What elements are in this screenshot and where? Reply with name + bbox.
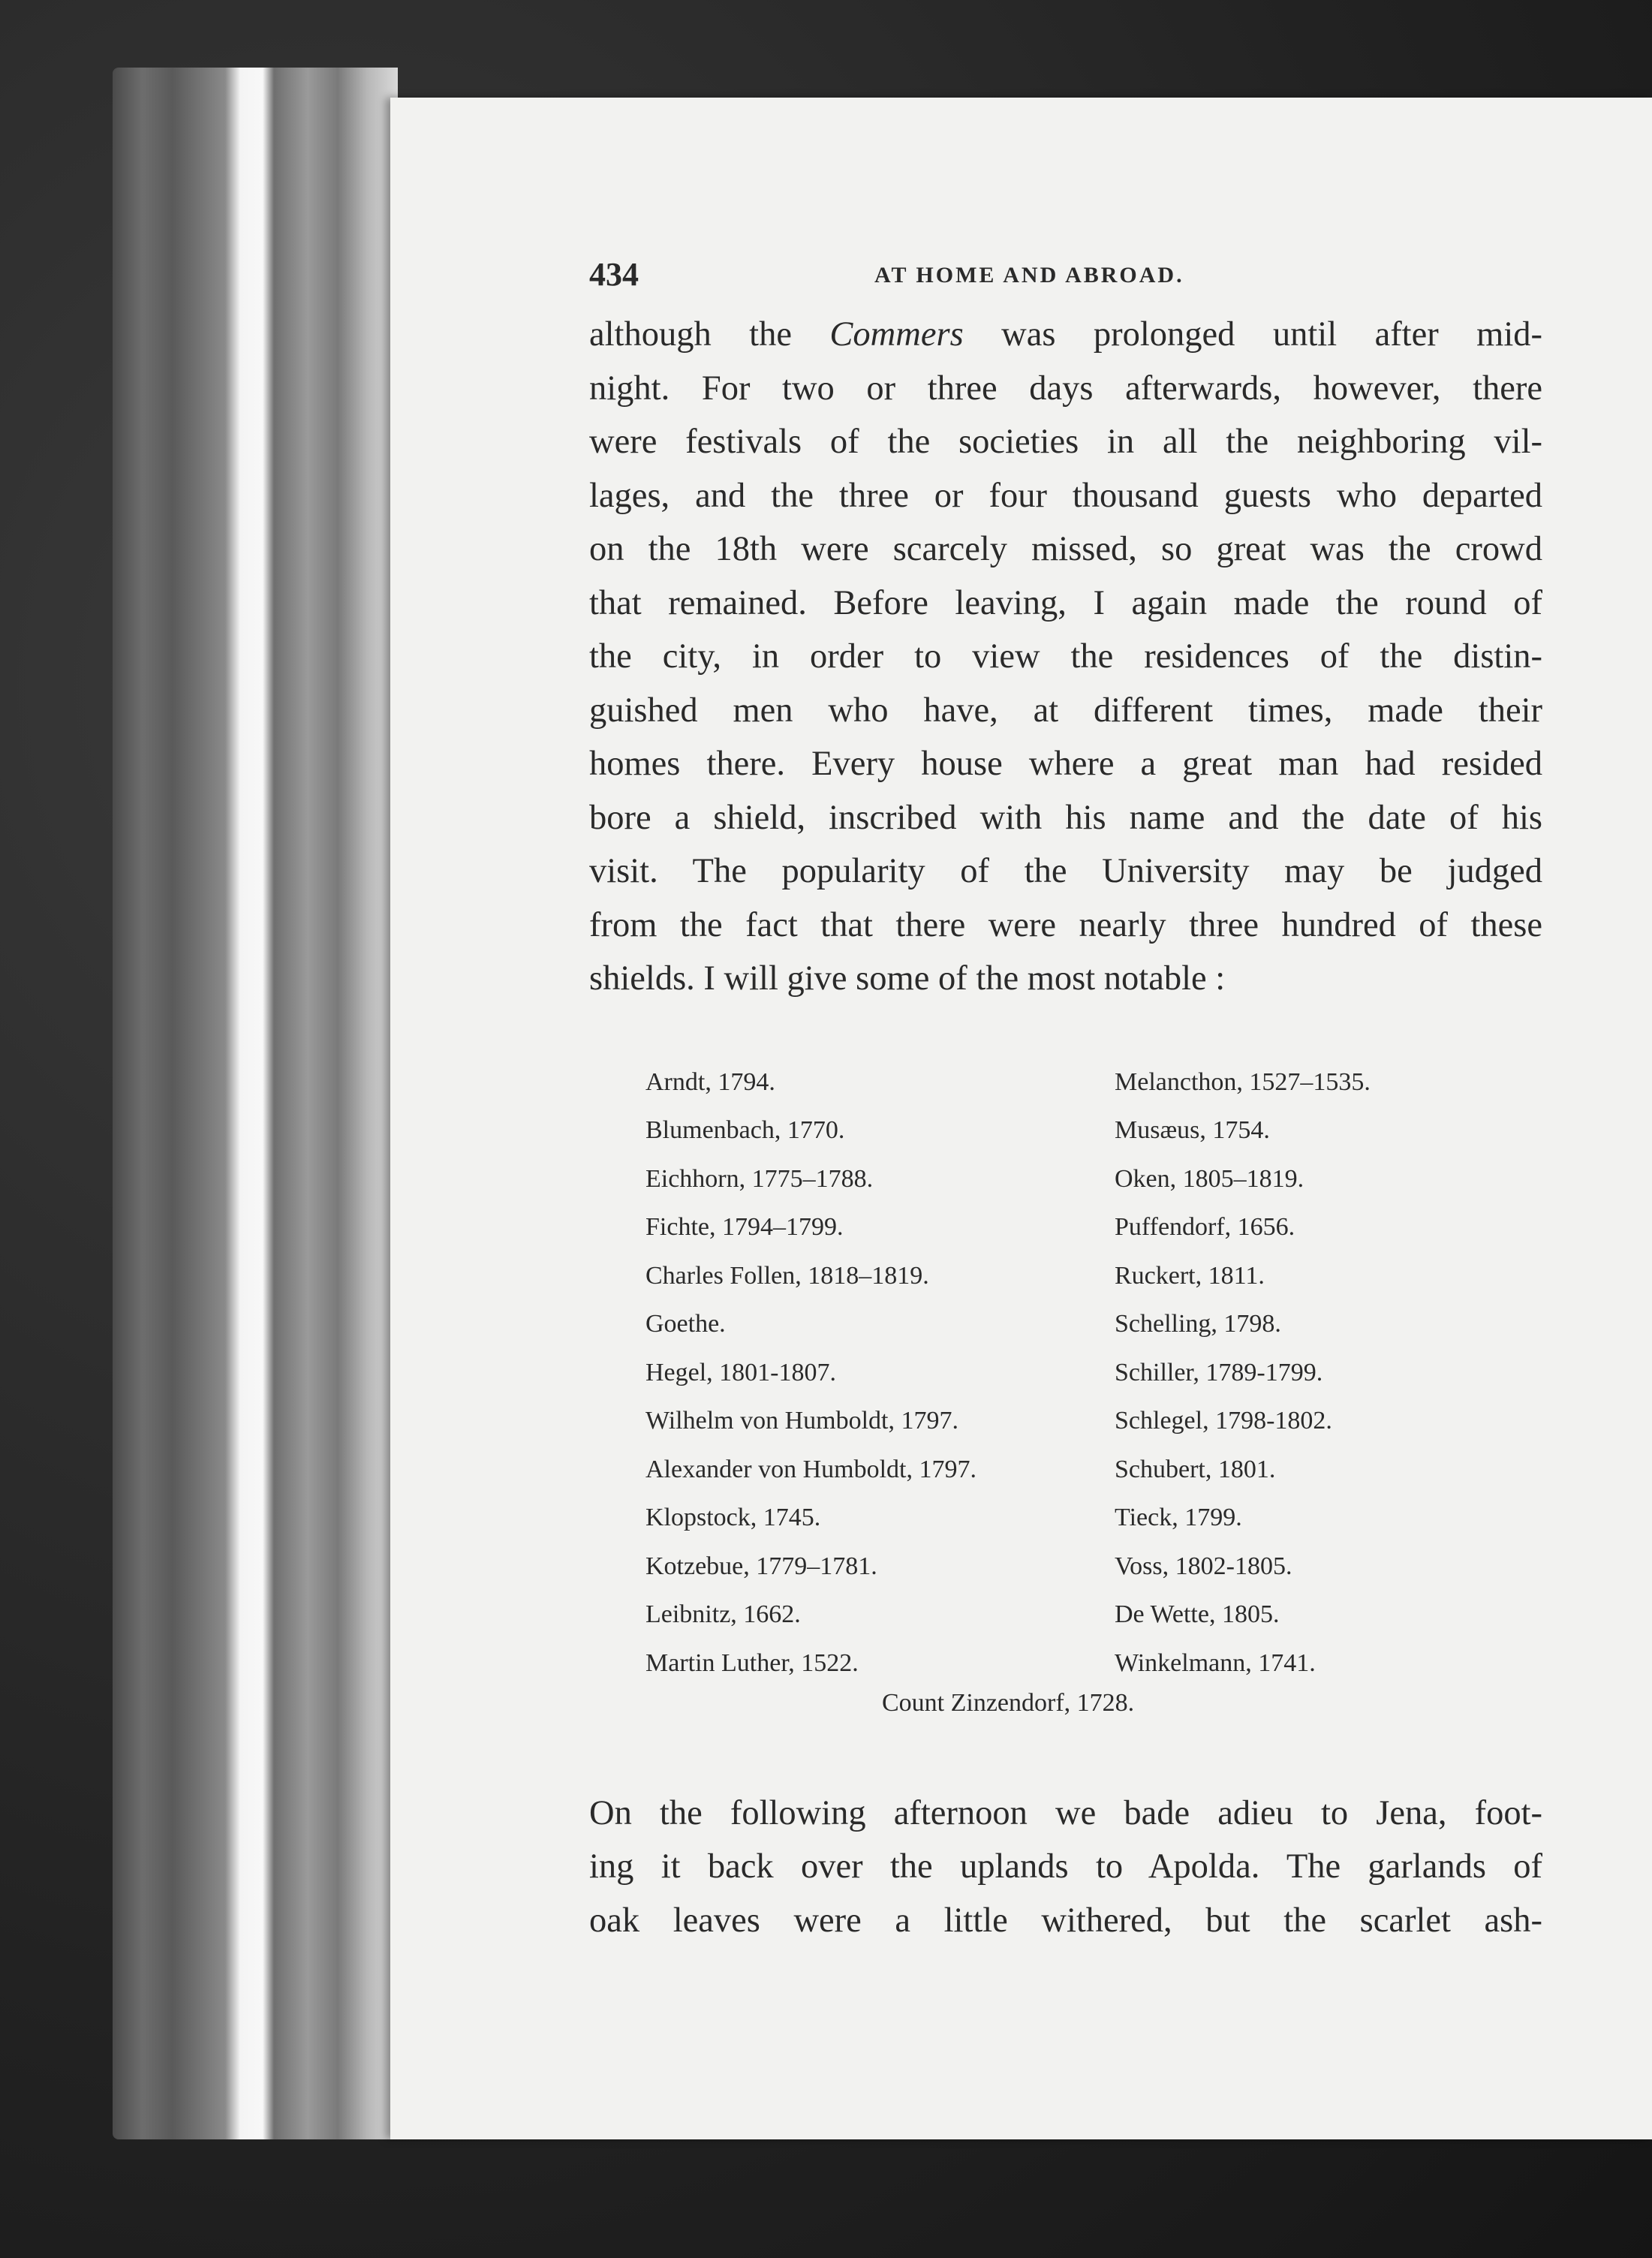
text-line: visit. The popularity of the University may be judged bbox=[589, 852, 1542, 890]
name-entry: Schubert, 1801. bbox=[1115, 1455, 1276, 1483]
text-line: that remained. Before leaving, I again made the round of bbox=[589, 583, 1542, 622]
running-head: AT HOME AND ABROAD. bbox=[874, 263, 1184, 288]
name-entry: Schlegel, 1798-1802. bbox=[1115, 1407, 1332, 1435]
name-entry: Blumenbach, 1770. bbox=[645, 1116, 845, 1144]
name-entry: Fichte, 1794–1799. bbox=[645, 1213, 844, 1241]
name-entry: Wilhelm von Humboldt, 1797. bbox=[645, 1407, 958, 1435]
text-line: on the 18th were scarcely missed, so great was the crowd bbox=[589, 530, 1542, 568]
name-entry: Martin Luther, 1522. bbox=[645, 1648, 859, 1677]
name-entry-centered: Count Zinzendorf, 1728. bbox=[882, 1688, 1135, 1717]
name-entry: Arndt, 1794. bbox=[645, 1067, 775, 1096]
text-line: although the Commers was prolonged until after mid- bbox=[589, 315, 1542, 354]
notable-names-list bbox=[589, 1058, 1651, 1764]
name-entry: Eichhorn, 1775–1788. bbox=[645, 1164, 874, 1193]
name-entry: Puffendorf, 1656. bbox=[1115, 1213, 1295, 1241]
page-number: 434 bbox=[589, 256, 639, 293]
text-line: were festivals of the societies in all the neighboring vil- bbox=[589, 423, 1542, 461]
text-line: oak leaves were a little withered, but the scarlet ash- bbox=[589, 1901, 1542, 1940]
text-line: ing it back over the uplands to Apolda. The garlands of bbox=[589, 1847, 1542, 1886]
text-line: the city, in order to view the residences of the distin- bbox=[589, 637, 1542, 676]
text-line: night. For two or three days afterwards, however, there bbox=[589, 369, 1542, 408]
name-entry: Schiller, 1789-1799. bbox=[1115, 1358, 1323, 1386]
names-left-column bbox=[645, 1058, 976, 1688]
name-entry: Oken, 1805–1819. bbox=[1115, 1164, 1304, 1193]
name-entry: Schelling, 1798. bbox=[1115, 1310, 1281, 1338]
name-entry: Charles Follen, 1818–1819. bbox=[645, 1261, 929, 1290]
book-page-edges bbox=[113, 68, 398, 2139]
name-entry: Klopstock, 1745. bbox=[645, 1504, 821, 1531]
text-line: bore a shield, inscribed with his name and the date of his bbox=[589, 798, 1542, 837]
book-page bbox=[390, 98, 1652, 2139]
text-line: lages, and the three or four thousand guests who departed bbox=[589, 476, 1542, 515]
name-entry: Ruckert, 1811. bbox=[1115, 1261, 1265, 1290]
page-header bbox=[589, 255, 1651, 308]
text-line: shields. I will give some of the most notable : bbox=[589, 959, 1226, 998]
text-line: from the fact that there were nearly three hundred of these bbox=[589, 905, 1542, 944]
name-entry: Winkelmann, 1741. bbox=[1115, 1648, 1316, 1677]
page-content bbox=[589, 255, 1651, 1947]
text-line: homes there. Every house where a great man had resided bbox=[589, 745, 1542, 783]
name-entry: Musæus, 1754. bbox=[1115, 1116, 1270, 1144]
name-entry: Kotzebue, 1779–1781. bbox=[645, 1552, 877, 1580]
paragraph-departure bbox=[589, 1787, 1542, 1948]
name-entry: Melancthon, 1527–1535. bbox=[1115, 1067, 1371, 1096]
paragraph-intro bbox=[589, 308, 1542, 1006]
name-entry: Tieck, 1799. bbox=[1115, 1504, 1242, 1531]
name-entry: Goethe. bbox=[645, 1310, 726, 1338]
name-entry: Alexander von Humboldt, 1797. bbox=[645, 1455, 976, 1483]
name-entry: Leibnitz, 1662. bbox=[645, 1600, 801, 1628]
italic-term: Commers bbox=[829, 315, 964, 354]
text-line: On the following afternoon we bade adieu to Jena, foot- bbox=[589, 1793, 1542, 1832]
name-entry: Voss, 1802-1805. bbox=[1115, 1552, 1292, 1580]
text-line: guished men who have, at different times, made their bbox=[589, 691, 1542, 730]
name-entry: Hegel, 1801-1807. bbox=[645, 1358, 837, 1386]
names-right-column bbox=[1115, 1058, 1371, 1688]
name-entry: De Wette, 1805. bbox=[1115, 1600, 1280, 1628]
